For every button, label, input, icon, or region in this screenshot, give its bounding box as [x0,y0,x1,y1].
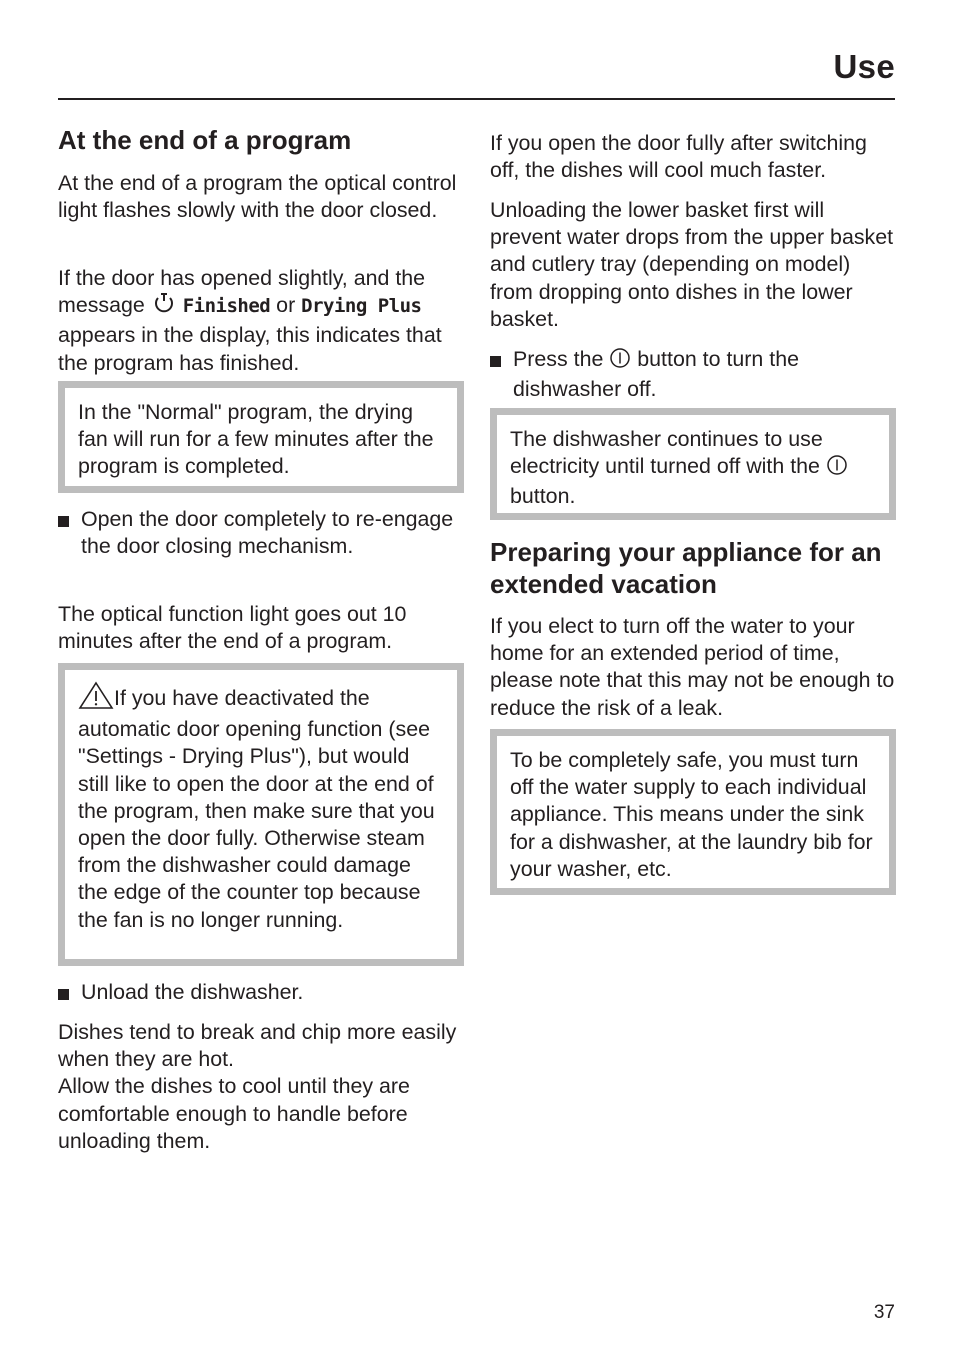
note-text: In the "Normal" program, the drying fan will run for a few minutes after the program is completed. [78,400,434,479]
paragraph: If you open the door fully after switching off, the dishes will cool much faster. [490,131,867,183]
bullet-text: Unload the dishwasher. [81,980,304,1004]
display-text-finished: Finished [182,295,271,318]
warning-box [58,663,464,966]
header-divider [58,98,895,100]
note-text-container [510,426,877,511]
page-section-title: Use [833,48,895,85]
bullet-text: button to turn the dishwasher off. [513,347,800,402]
section-heading-vacation: Preparing your appliance for an extended vacation [490,537,882,599]
bullet-item-press-power [490,346,896,403]
text: If the door has opened slightly, and the message [58,266,426,318]
paragraph-line: Allow the dishes to cool until they are comfortable enough to handle before unloading them. [58,1074,410,1153]
note-text: To be completely safe, you must turn off the water supply to each individual appliance. This means under the sink for a dishwasher, at the laundry bib for your washer, etc. [510,748,873,881]
text: or [276,293,296,318]
paragraph: Unloading the lower basket first will prevent water drops from the upper basket and cutlery tray (depending on model) from dropping onto dishes in the lower basket. [490,198,894,331]
note-box-water-supply [490,729,896,895]
paragraph: If you elect to turn off the water to your home for an extended period of time, please note that this may not be enough to reduce the risk of a leak. [490,614,895,720]
square-bullet [58,989,69,1000]
bullet-item-unload [58,979,464,1006]
paragraph: At the end of a program the optical control light flashes slowly with the door closed. [58,171,457,223]
square-bullet [58,516,69,527]
power-button-icon [826,454,848,483]
note-box-normal-program [58,381,464,493]
paragraph: The optical function light goes out 10 minutes after the end of a program. [58,602,407,654]
note-text: The dishwasher continues to use electricity until turned off with the [510,427,823,479]
warning-triangle-icon [78,681,114,716]
section-heading-end-of-program: At the end of a program [58,125,352,155]
square-bullet [490,356,501,367]
paragraph-line: Dishes tend to break and chip more easily when they are hot. [58,1020,457,1072]
bullet-text: Press the [513,347,604,371]
warning-text: If you have deactivated the automatic door opening function (see "Settings - Drying Plus"), but would still like to open the door at the end of the program, then make sure that you open the door fully. Otherwise steam from the dishwasher could damage the edge of the counter top because the fan is no longer running. [78,686,435,932]
power-button-icon [609,347,631,376]
bullet-text: Open the door completely to re-engage the door closing mechanism. [81,507,454,559]
paragraph-cooling [58,1019,464,1155]
note-box-electricity [490,408,896,520]
page-number: 37 [873,1302,895,1323]
display-text-drying-plus: Drying Plus [301,295,422,318]
note-text: button. [510,484,576,509]
bullet-item-open-door [58,506,464,560]
warning-text-container [78,681,445,934]
paragraph-display-message [58,265,464,377]
text: appears in the display, this indicates that the program has finished. [58,323,442,375]
program-finished-icon [151,293,177,322]
